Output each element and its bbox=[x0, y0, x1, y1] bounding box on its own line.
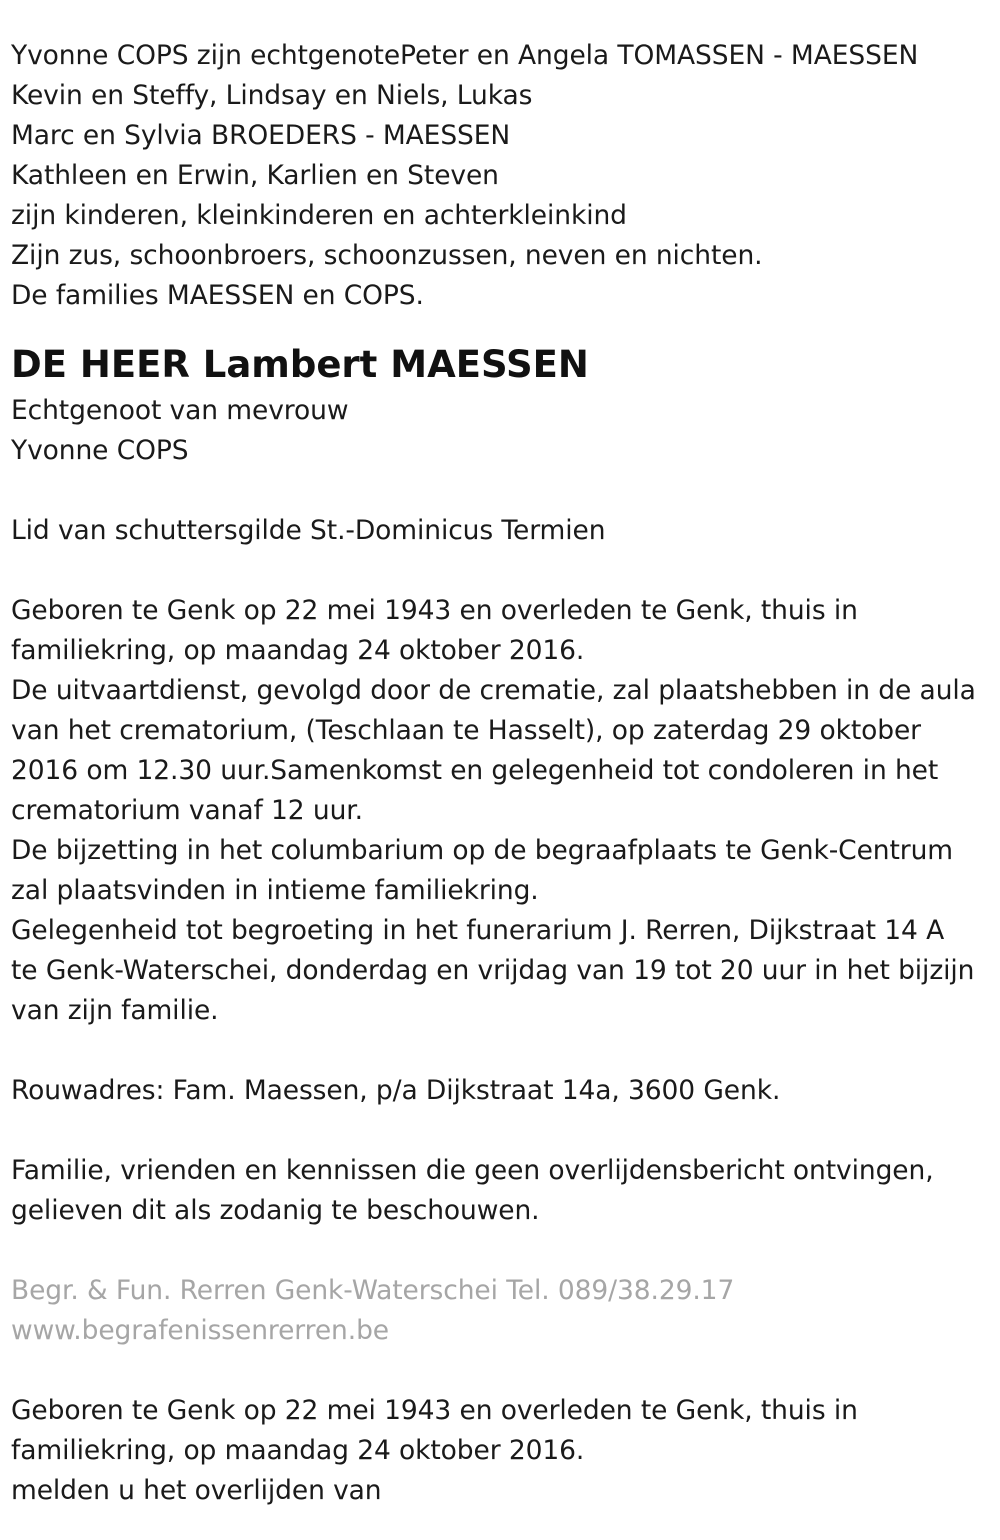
undertaker-name-tel: Begr. & Fun. Rerren Genk-Waterschei Tel. 089/38.29.17 bbox=[11, 1275, 735, 1306]
relatives-block bbox=[11, 36, 991, 316]
relatives-line: Yvonne COPS zijn echtgenotePeter en Angela TOMASSEN - MAESSEN bbox=[11, 40, 919, 71]
undertaker-block bbox=[11, 1271, 991, 1351]
membership-line: Lid van schuttersgilde St.-Dominicus Termien bbox=[11, 515, 606, 546]
footer-block bbox=[11, 1391, 991, 1511]
obituary-document bbox=[11, 36, 991, 1511]
deceased-name: DE HEER Lambert MAESSEN bbox=[11, 343, 589, 386]
details-line: familiekring, op maandag 24 oktober 2016. bbox=[11, 635, 585, 666]
footer-line: melden u het overlijden van bbox=[11, 1475, 382, 1506]
details-line: De bijzetting in het columbarium op de begraafplaats te Genk-Centrum bbox=[11, 835, 953, 866]
relatives-line: De families MAESSEN en COPS. bbox=[11, 280, 424, 311]
spouse-name: Yvonne COPS bbox=[11, 435, 189, 466]
relatives-line: Marc en Sylvia BROEDERS - MAESSEN bbox=[11, 120, 511, 151]
details-line: te Genk-Waterschei, donderdag en vrijdag van 19 tot 20 uur in het bijzijn bbox=[11, 955, 975, 986]
details-line: Geboren te Genk op 22 mei 1943 en overleden te Genk, thuis in bbox=[11, 595, 858, 626]
notice-block bbox=[11, 1151, 991, 1231]
details-line: Gelegenheid tot begroeting in het funerarium J. Rerren, Dijkstraat 14 A bbox=[11, 915, 945, 946]
details-line: van zijn familie. bbox=[11, 995, 219, 1026]
footer-line: Geboren te Genk op 22 mei 1943 en overleden te Genk, thuis in bbox=[11, 1395, 858, 1426]
mourning-address: Rouwadres: Fam. Maessen, p/a Dijkstraat 14a, 3600 Genk. bbox=[11, 1075, 781, 1106]
details-line: crematorium vanaf 12 uur. bbox=[11, 795, 363, 826]
notice-line: gelieven dit als zodanig te beschouwen. bbox=[11, 1195, 540, 1226]
details-line: van het crematorium, (Teschlaan te Hasselt), op zaterdag 29 oktober bbox=[11, 715, 921, 746]
relatives-line: Kathleen en Erwin, Karlien en Steven bbox=[11, 160, 499, 191]
relatives-line: Kevin en Steffy, Lindsay en Niels, Lukas bbox=[11, 80, 533, 111]
details-line: 2016 om 12.30 uur.Samenkomst en gelegenheid tot condoleren in het bbox=[11, 755, 939, 786]
notice-line: Familie, vrienden en kennissen die geen overlijdensbericht ontvingen, bbox=[11, 1155, 934, 1186]
details-block bbox=[11, 591, 991, 1031]
relatives-line: zijn kinderen, kleinkinderen en achterkleinkind bbox=[11, 200, 627, 231]
details-line: De uitvaartdienst, gevolgd door de crematie, zal plaatshebben in de aula bbox=[11, 675, 976, 706]
footer-line: familiekring, op maandag 24 oktober 2016. bbox=[11, 1435, 585, 1466]
spouse-line: Echtgenoot van mevrouw bbox=[11, 395, 349, 426]
relatives-line: Zijn zus, schoonbroers, schoonzussen, neven en nichten. bbox=[11, 240, 763, 271]
details-line: zal plaatsvinden in intieme familiekring. bbox=[11, 875, 539, 906]
undertaker-website[interactable]: www.begrafenissenrerren.be bbox=[11, 1315, 390, 1346]
